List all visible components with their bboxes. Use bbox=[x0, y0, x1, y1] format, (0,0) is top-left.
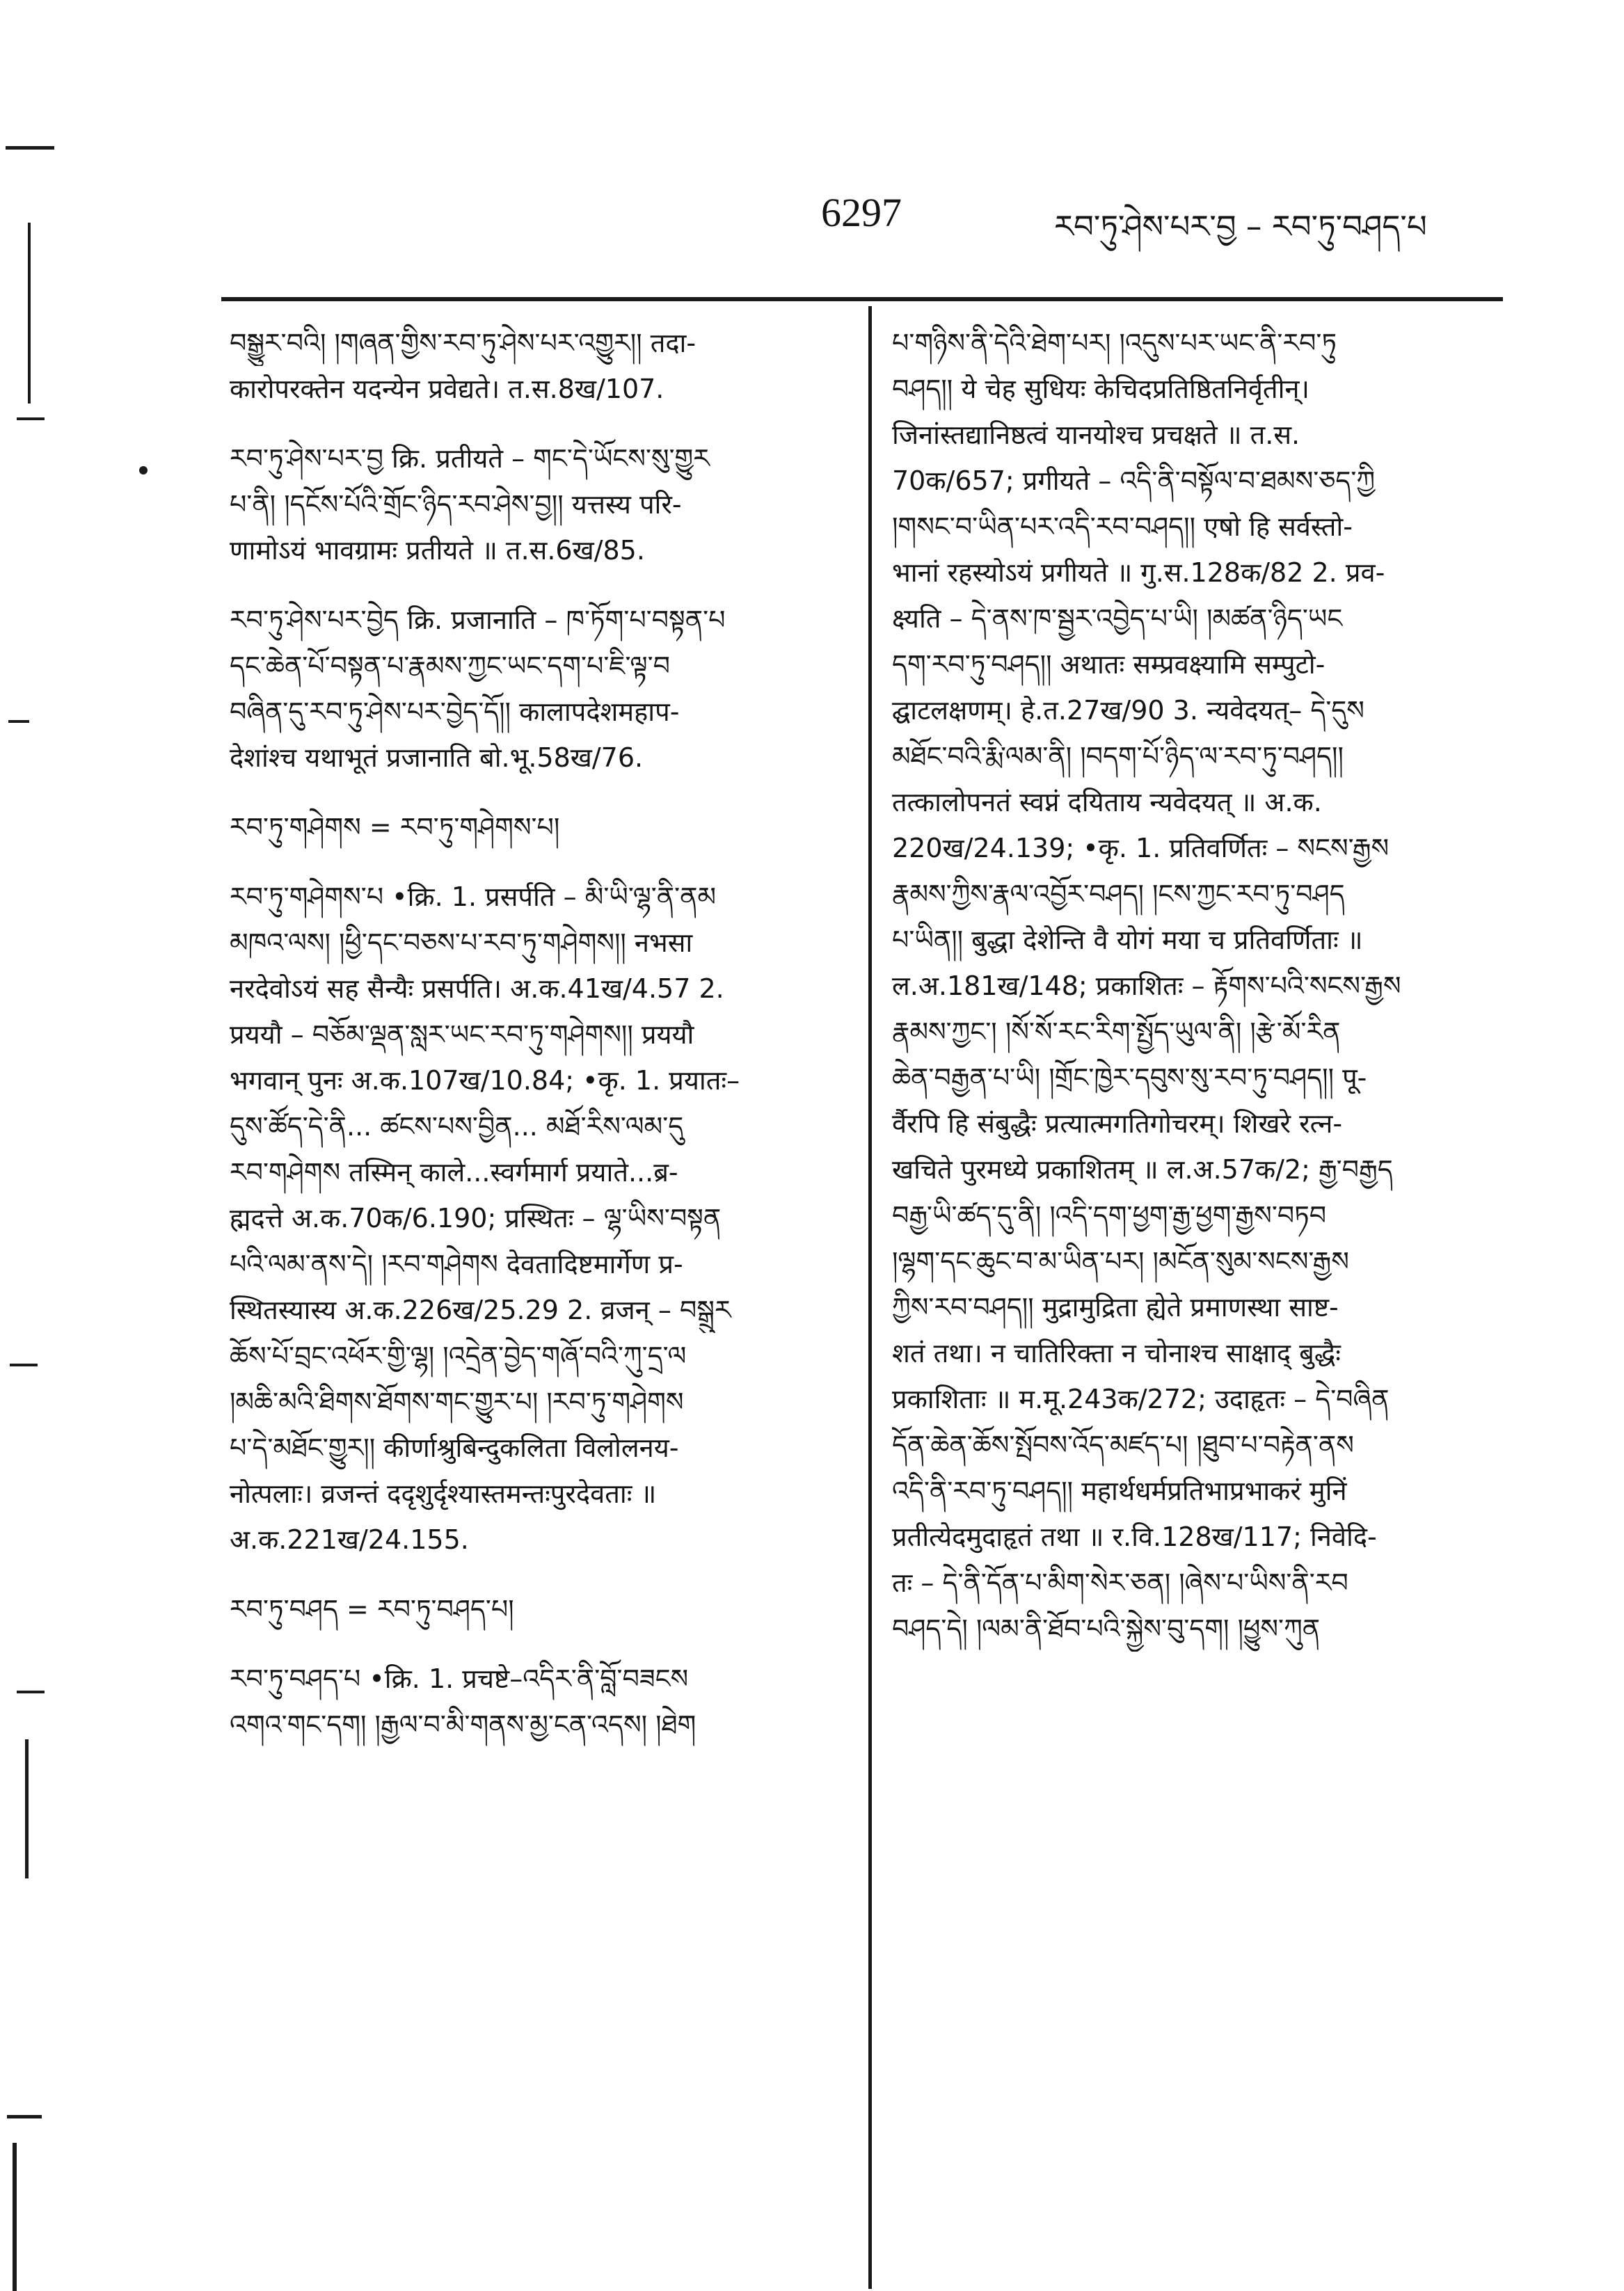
right-column bbox=[892, 320, 1504, 1652]
column-divider bbox=[868, 306, 872, 2289]
text-line: པ་ནི། །དངོས་པོའི་གྲོང་ཉིད་རབ་ཤེས་བྱ།། यत्तस्य परि- bbox=[230, 489, 682, 520]
text-line: तत्कालोपनतं स्वप्नं दयिताय न्यवेदयत् ॥ अ.क. bbox=[892, 787, 1322, 817]
text-line: ल.अ.181ख/148; प्रकाशितः – རྟོགས་པའི་སངས་རྒྱས bbox=[892, 971, 1401, 1001]
text-line: པ་ཡིན།། बुद्धा देशेन्ति वै योगं मया च प्रतिवर्णिताः ॥ bbox=[892, 925, 1363, 955]
text-line: བཤད་དེ། །ལམ་ནི་ཐོབ་པའི་སྐྱེས་བུ་དག། །ཕྱུས་ཀུན bbox=[892, 1613, 1321, 1644]
text-line: खचिते पुरमध्ये प्रकाशितम् ॥ ल.अ.57क/2; རྒྱ་བརྒྱད bbox=[892, 1154, 1393, 1185]
text-line: དང་ཆེན་པོ་བསྟན་པ་རྣམས་ཀྱང་ཡང་དག་པ་ཇི་ལྟ་བ bbox=[230, 650, 671, 681]
text-line: པ་གཉིས་ནི་དེའི་ཐེག་པར། །འདུས་པར་ཡང་ནི་རབ་ཏུ bbox=[892, 328, 1337, 358]
text-line: ཆོས་པོ་བྲང་འཕོར་གྱི་ལྷ། །འདྲེན་བྱེད་གཞོ་བའི་ཀུ་དྲ་ལ bbox=[230, 1341, 687, 1371]
text-line: प्रययौ – བཅོམ་ལྡན་སླར་ཡང་རབ་ཏུ་གཤེགས།། प्रययौ bbox=[230, 1019, 694, 1050]
text-line: भगवान् पुनः अ.क.107ख/10.84; •कृ. 1. प्रयातः– bbox=[230, 1065, 740, 1096]
text-line: जिनांस्तद्यानिष्ठत्वं यानयोश्च प्रचक्षते ॥ त.स. bbox=[892, 420, 1300, 450]
text-line: འགའ་གང་དག། །རྒྱལ་བ་མི་གནས་མྱ་ངན་འདས། །ཐེག bbox=[230, 1709, 696, 1740]
header-rule bbox=[221, 297, 1503, 301]
text-line: र्वैरपि हि संबुद्धैः प्रत्यात्मगतिगोचरम्। शिखरे रत्न- bbox=[892, 1108, 1343, 1139]
text-line: शतं तथा। न चातिरिक्ता न चोनाश्च साक्षाद् बुद्धैः bbox=[892, 1338, 1341, 1368]
margin-scan-mark bbox=[13, 2143, 17, 2291]
text-line: तः – དེ་ནི་དོན་པ་མིག་སེར་ཅན། །ཞེས་པ་ཡིས་ནི་རབ bbox=[892, 1567, 1348, 1598]
margin-scan-mark bbox=[8, 720, 29, 723]
margin-scan-mark bbox=[7, 2115, 42, 2118]
cross-reference-line: རབ་ཏུ་གཤེགས = རབ་ཏུ་གཤེགས་པ། bbox=[230, 812, 560, 843]
text-line: རྣམས་ཀྱང་། །སོ་སོ་རང་རིག་སྤྱོད་ཡུལ་ནི། །རྩེ་མོ་རིན bbox=[892, 1016, 1341, 1047]
text-line: །ལྷག་དང་ཆུང་བ་མ་ཡིན་པར། །མངོན་སུམ་སངས་རྒྱས bbox=[892, 1246, 1349, 1277]
cross-reference-line: རབ་ཏུ་བཤད = རབ་ཏུ་བཤད་པ། bbox=[230, 1594, 514, 1625]
text-line: དག་རབ་ཏུ་བཤད།། अथातः सम्प्रवक्ष्यामि सम्पुटो- bbox=[892, 649, 1326, 680]
text-line: མཐོང་བའི་རྨི་ལམ་ནི། །བདག་པོ་ཉིད་ལ་རབ་ཏུ་བཤད།། bbox=[892, 741, 1344, 772]
text-line: རྣམས་ཀྱིས་རྣལ་འབྱོར་བཤད། །ངས་ཀྱང་རབ་ཏུ་བཤད bbox=[892, 879, 1345, 909]
margin-scan-mark bbox=[6, 146, 54, 150]
margin-scan-mark bbox=[139, 466, 148, 474]
text-line: नोत्पलाः। व्रजन्तं ददृशुर्दृश्यास्तमन्तःपुरदेवताः ॥ bbox=[230, 1478, 657, 1509]
margin-scan-mark bbox=[25, 1739, 29, 1878]
text-line: བཤད།། ये चेह सुधियः केचिदप्रतिष्ठितनिर्वृतीन्। bbox=[892, 374, 1309, 404]
text-line: ཆེན་བརྒྱན་པ་ཡི། །གྲོང་ཁྱེར་དབུས་སུ་རབ་ཏུ་བཤད།། पू- bbox=[892, 1062, 1367, 1093]
text-line: णामोऽयं भावग्रामः प्रतीयते ॥ त.स.6ख/85. bbox=[230, 535, 645, 566]
text-line: नरदेवोऽयं सह सैन्यैः प्रसर्पति। अ.क.41ख/4.57 2. bbox=[230, 973, 724, 1004]
text-line: द्घाटलक्षणम्। हे.त.27ख/90 3. न्यवेदयत्– དེ་དུས bbox=[892, 695, 1364, 726]
text-line: भानां रहस्योऽयं प्रगीयते ॥ गु.स.128क/82 2. प्रव- bbox=[892, 557, 1385, 588]
text-line: །གསང་བ་ཡིན་པར་འདི་རབ་བཤད།། एषो हि सर्वस्तो- bbox=[892, 511, 1353, 542]
margin-scan-mark bbox=[10, 1364, 38, 1366]
entry-headword-line: རབ་ཏུ་གཤེགས་པ •क्रि. 1. प्रसर्पति – མི་ཡི་ལྷ་ནི་ནམ bbox=[230, 881, 717, 912]
text-line: དོན་ཆེན་ཆོས་སྤོབས་འོད་མཛད་པ། །ཐུབ་པ་བརྟེན་ནས bbox=[892, 1430, 1354, 1460]
text-line: འདི་ནི་རབ་ཏུ་བཤད།། महार्थधर्मप्रतिभाप्रभाकरं मुनिं bbox=[892, 1476, 1347, 1506]
running-head: རབ་ཏུ་ཤེས་པར་བྱ – རབ་ཏུ་བཤད་པ bbox=[1054, 208, 1427, 245]
text-line: རབ་གཤེགས तस्मिन् काले...स्वर्गमार्ग प्रयाते...ब्र- bbox=[230, 1157, 678, 1188]
text-line: प्रतीत्येदमुदाहृतं तथा ॥ र.वि.128ख/117; निवेदि- bbox=[892, 1522, 1377, 1552]
left-column bbox=[230, 320, 849, 1748]
margin-scan-mark bbox=[17, 1691, 45, 1693]
entry-headword-line: རབ་ཏུ་ཤེས་པར་བྱ क्रि. प्रतीयते – གང་དེ་ཡོངས་སུ་གྱུར bbox=[230, 443, 710, 474]
text-line: བཞིན་དུ་རབ་ཏུ་ཤེས་པར་བྱེད་དོ།། कालापदेशमहाप- bbox=[230, 696, 680, 727]
entry-headword-line: རབ་ཏུ་བཤད་པ •क्रि. 1. प्रचष्टे–འདིར་ནི་བློ་བཟངས bbox=[230, 1663, 689, 1694]
text-line: अ.क.221ख/24.155. bbox=[230, 1524, 469, 1555]
text-line: देशांश्च यथाभूतं प्रजानाति बो.भू.58ख/76. bbox=[230, 742, 644, 773]
text-line: 70क/657; प्रगीयते – འདི་ནི་བསྟོལ་བ་ཐམས་ཅད་ཀྱི bbox=[892, 465, 1376, 496]
margin-scan-mark bbox=[17, 417, 45, 420]
text-line: क्ष्यति – དེ་ནས་ཁ་སྦྱར་འབྱེད་པ་ཡི། །མཚན་ཉིད་ཡང bbox=[892, 603, 1343, 634]
text-line: 220ख/24.139; •कृ. 1. प्रतिवर्णितः – སངས་རྒྱས bbox=[892, 833, 1390, 863]
text-line: དུས་ཚོད་དེ་ནི... ཚངས་པས་བྱིན... མཐོ་རིས་ལམ་དུ bbox=[230, 1111, 684, 1142]
text-line: བསྒྱུར་བའི། །གཞན་གྱིས་རབ་ཏུ་ཤེས་པར་འགྱུར།། तदा- bbox=[230, 328, 696, 358]
text-line: མཁའ་ལས། །ཕྱི་དང་བཅས་པ་རབ་ཏུ་གཤེགས།། नभसा bbox=[230, 927, 693, 958]
margin-scan-mark bbox=[28, 223, 31, 404]
text-line: ཀྱིས་རབ་བཤད།། मुद्रामुद्रिता ह्येते प्रमाणस्था साष्ट- bbox=[892, 1292, 1339, 1323]
text-line: པའི་ལམ་ནས་དེ། །རབ་གཤེགས देवतादिष्टमार्गेण प्र- bbox=[230, 1249, 683, 1279]
text-line: कारोपरक्तेन यदन्येन प्रवेद्यते। त.स.8ख/107. bbox=[230, 374, 664, 404]
text-line: པ་དེ་མཐོང་གྱུར།། कीर्णाश्रुबिन्दुकलिता विलोलनय- bbox=[230, 1432, 679, 1463]
page-number: 6297 bbox=[821, 190, 902, 235]
text-line: ह्मदत्ते अ.क.70क/6.190; प्रस्थितः – ལྷ་ཡིས་བསྟན bbox=[230, 1203, 722, 1234]
entry-headword-line: རབ་ཏུ་ཤེས་པར་བྱེད क्रि. प्रजानाति – ཁ་ཏོག་པ་བསྟན་པ bbox=[230, 605, 726, 635]
text-line: स्थितस्यास्य अ.क.226ख/25.29 2. व्रजन् – བསྒྲུར bbox=[230, 1295, 731, 1325]
text-line: प्रकाशिताः ॥ म.मू.243क/272; उदाहृतः – དེ་བཞིན bbox=[892, 1384, 1390, 1414]
text-line: །མཆི་མའི་ཐིགས་ཐོགས་གང་གྱུར་པ། །རབ་ཏུ་གཤེགས bbox=[230, 1387, 684, 1417]
text-line: བརྒྱ་ཡི་ཚད་དུ་ནི། །འདི་དག་ཕྱག་རྒྱ་ཕྱག་རྒྱས་བཏབ bbox=[892, 1200, 1327, 1231]
